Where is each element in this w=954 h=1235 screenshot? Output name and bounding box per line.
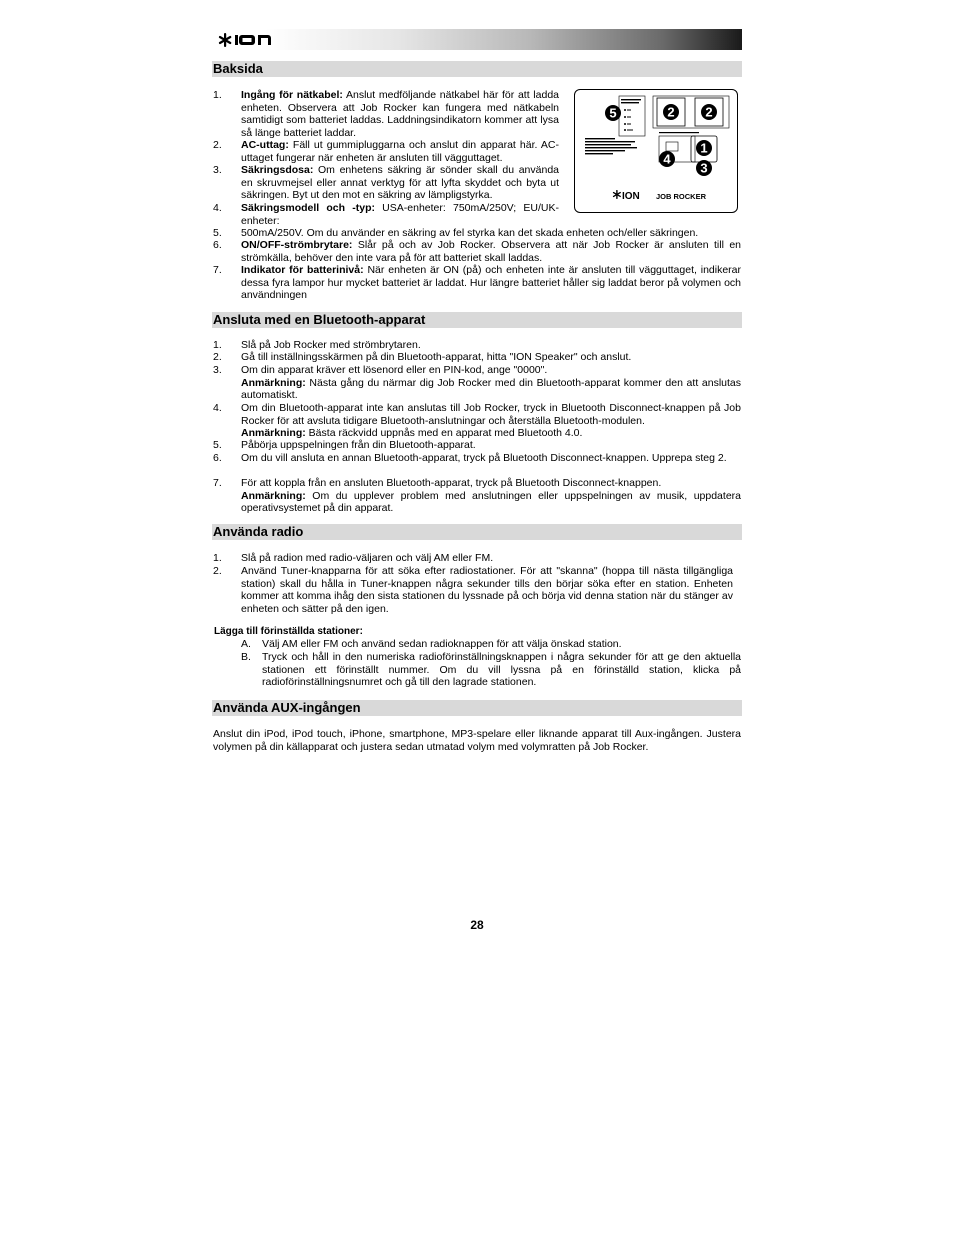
page-number: 28 <box>470 918 484 932</box>
figure-model-text: JOB ROCKER <box>656 192 707 201</box>
baksida-item-5: 500mA/250V. Om du använder en säkring av fel styrka kan det skada enheten och/eller säkringen. <box>241 227 699 239</box>
baksida-item-2 <box>241 139 559 164</box>
bt-item-7-text: För att koppla från en ansluten Bluetooth-apparat, tryck på Bluetooth Disconnect-knappen. <box>241 477 662 489</box>
section-title-aux: Använda AUX-ingången <box>212 700 742 716</box>
preset-a: Välj AM eller FM och använd sedan radioknappen för att välja önskad station. <box>262 638 622 650</box>
bt-item-3 <box>241 364 741 402</box>
preset-b: Tryck och håll in den numeriska radioförinställningsknappen i några sekunder för att ge den aktuella stationen ett förinställt nummer. Om du vill lyssna på en förinställd station, klicka på radioförinställningsnumret och gå till den lagrade stationen. <box>262 651 741 689</box>
baksida-item-7 <box>241 264 741 302</box>
bt-item-3-note-label: Anmärkning: <box>241 376 306 389</box>
radio-item-2: Använd Tuner-knapparna för att söka efter radiostationer. För att "skanna" (hoppa till nästa tillgängliga station) skall du hålla in Tuner-knappen några sekunder tills den börjar söka efter en station. Enheten kommer att komma ihåg den sista stationen du lyssnade på och börja vid denna station när du stänger av enheten och sätter på den igen. <box>241 565 733 615</box>
radio-item-1: Slå på radion med radio-väljaren och välj AM eller FM. <box>241 552 494 564</box>
bt-item-4-note-label: Anmärkning: <box>241 427 306 440</box>
ion-logo-icon <box>218 32 274 48</box>
section-title-radio: Använda radio <box>212 524 742 540</box>
baksida-item-1-label: Ingång för nätkabel: <box>241 89 343 101</box>
section-title-baksida: Baksida <box>212 61 742 77</box>
bt-item-7 <box>241 477 741 515</box>
bt-item-5-num: 5. <box>213 439 222 451</box>
bt-item-7-note-text: Om du upplever problem med anslutningen eller uppspelningen av musik, uppdatera operativsystemet på din apparat. <box>241 489 741 515</box>
preset-a-num: A. <box>241 638 251 650</box>
baksida-item-3-num: 3. <box>213 164 222 176</box>
baksida-item-7-text: När enheten är ON (på) och enheten inte är ansluten till vägguttaget, indikerar dessa fyra lampor hur mycket batteriet är laddat. Hur längre batteriet håller sig laddat beror på volymen och användningen <box>241 264 742 302</box>
callout-3-label: 3 <box>700 160 708 176</box>
baksida-item-7-label: Indikator för batterinivå: <box>241 264 364 276</box>
bt-item-6-num: 6. <box>213 452 222 464</box>
section-title-bluetooth: Ansluta med en Bluetooth-apparat <box>212 312 742 328</box>
header-bar <box>212 29 742 50</box>
bt-item-3-text: Om din apparat kräver ett lösenord eller en PIN-kod, ange "0000". <box>241 364 548 376</box>
baksida-item-3 <box>241 164 559 202</box>
bt-item-3-num: 3. <box>213 364 222 376</box>
baksida-item-2-text: Fäll ut gummipluggarna och anslut din apparat här. AC-uttaget fungerar när enheten är ansluten till vägguttaget. <box>241 139 559 164</box>
bt-item-5: Påbörja uppspelningen från din Bluetooth-apparat. <box>241 439 476 451</box>
callout-2b-label: 2 <box>705 104 713 120</box>
baksida-item-6-text: Slår på och av Job Rocker. Observera att när Job Rocker är ansluten till en strömkälla, behöver den inte vara på för att batteriet skall laddas. <box>241 239 741 264</box>
radio-item-2-num: 2. <box>213 565 222 577</box>
baksida-item-6-label: ON/OFF-strömbrytare: <box>241 239 353 251</box>
callout-5-label: 5 <box>609 105 617 121</box>
bt-item-4-text: Om din Bluetooth-apparat inte kan anslutas till Job Rocker, tryck in Bluetooth Disconnect-knappen på Job Rocker för att avsluta tidigare Bluetooth-anslutningar och återställa Bluetooth-modulen. <box>241 402 741 427</box>
baksida-item-2-label: AC-uttag: <box>241 139 289 151</box>
bt-item-1-num: 1. <box>213 339 222 351</box>
bt-item-2: Gå till inställningsskärmen på din Bluetooth-apparat, hitta "ION Speaker" och anslut. <box>241 351 632 363</box>
baksida-item-6 <box>241 239 741 264</box>
rear-panel-drawing <box>575 90 737 212</box>
presets-heading: Lägga till förinställda stationer: <box>214 626 363 637</box>
baksida-item-4-label: Säkringsmodell och -typ: <box>241 202 375 214</box>
radio-item-1-num: 1. <box>213 552 222 564</box>
baksida-item-7-num: 7. <box>213 264 222 276</box>
bt-item-2-num: 2. <box>213 351 222 363</box>
baksida-item-4-num: 4. <box>213 202 222 214</box>
bt-item-7-note-label: Anmärkning: <box>241 489 306 502</box>
baksida-item-1 <box>241 89 559 139</box>
figure-ion-logo <box>613 190 621 199</box>
bt-item-4 <box>241 402 741 440</box>
baksida-item-4-text: USA-enheter: 750mA/250V; EU/UK-enheter: <box>241 202 559 227</box>
bt-item-4-note-text: Bästa räckvidd uppnås med en apparat med Bluetooth 4.0. <box>305 427 583 440</box>
bt-item-1: Slå på Job Rocker med strömbrytaren. <box>241 339 421 351</box>
rear-panel-diagram <box>574 89 738 213</box>
bt-item-7-num: 7. <box>213 477 222 489</box>
callout-4-label: 4 <box>663 151 671 167</box>
figure-ion-text: ION <box>622 191 640 202</box>
callout-2a-label: 2 <box>667 104 675 120</box>
bt-item-4-num: 4. <box>213 402 222 414</box>
bt-item-7-note <box>241 490 741 515</box>
bt-item-3-note <box>241 377 741 402</box>
preset-b-num: B. <box>241 651 251 663</box>
baksida-item-6-num: 6. <box>213 239 222 251</box>
callout-1-label: 1 <box>700 140 708 156</box>
baksida-item-3-label: Säkringsdosa: <box>241 164 314 176</box>
bt-item-3-note-text: Nästa gång du närmar dig Job Rocker med din Bluetooth-apparat kommer den att anslutas automatiskt. <box>241 376 741 402</box>
baksida-item-5-num: 5. <box>213 227 222 239</box>
baksida-item-1-num: 1. <box>213 89 222 101</box>
aux-paragraph: Anslut din iPod, iPod touch, iPhone, smartphone, MP3-spelare eller liknande apparat till Aux-ingången. Justera volymen på din källapparat och justera sedan utmatad volym med volymratten på Job Rocker. <box>213 728 741 753</box>
bt-item-6: Om du vill ansluta en annan Bluetooth-apparat, tryck på Bluetooth Disconnect-knappen. Upprepa steg 2. <box>241 452 727 464</box>
baksida-item-3-text: Om enhetens säkring är sönder skall du använda en skruvmejsel eller annat verktyg för att lyfta skyddet och byta ut säkringen. Byt ut den mot en säkring av lämpligstyrka. <box>241 164 559 202</box>
baksida-item-1-text: Anslut medföljande nätkabel här för att ladda enheten. Observera att Job Rocker kan fungera med nätkabeln samtidigt som batteriet laddas. Laddningsindikatorn kommer att lysa så länge batteriet laddar. <box>241 89 559 139</box>
baksida-item-4 <box>241 202 559 227</box>
baksida-item-2-num: 2. <box>213 139 222 151</box>
ion-logo <box>218 31 274 49</box>
bt-item-4-note <box>241 427 741 440</box>
